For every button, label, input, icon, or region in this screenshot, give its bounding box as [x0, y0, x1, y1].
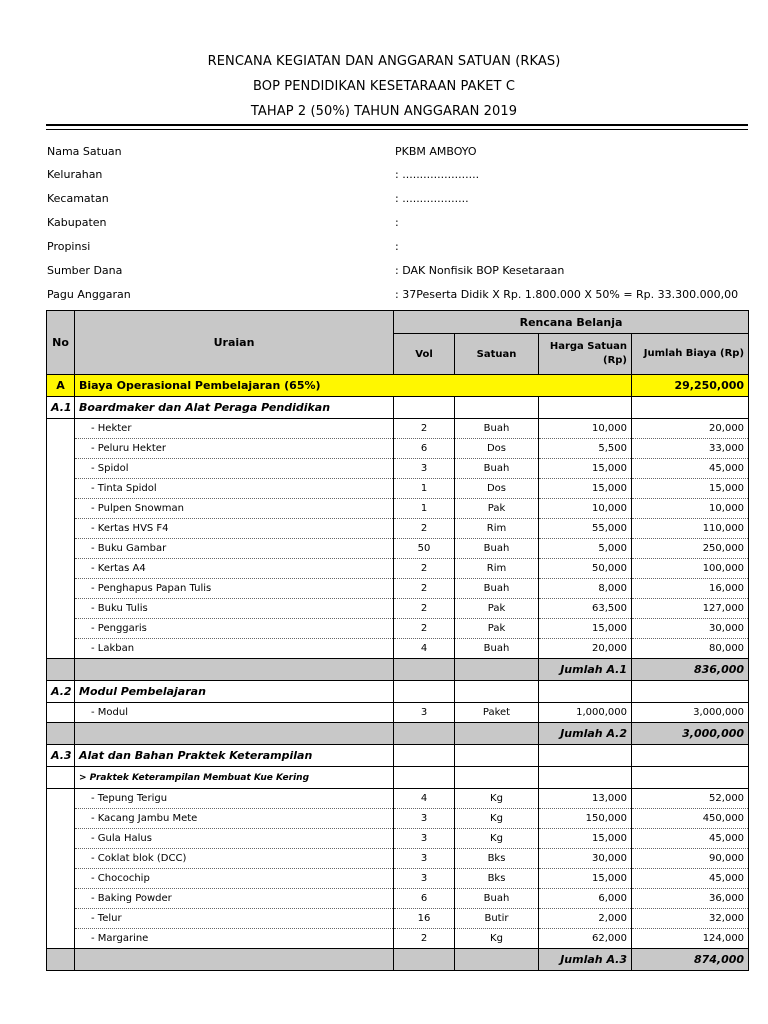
item-satuan: Buah: [455, 419, 539, 439]
table-row: [47, 579, 749, 599]
subgroup-a3-label: > Praktek Keterampilan Membuat Kue Kering: [75, 767, 394, 789]
item-vol: 2: [394, 559, 455, 579]
item-vol: 2: [394, 619, 455, 639]
info-value-kecamatan: : ...................: [395, 192, 469, 205]
item-satuan: Dos: [455, 479, 539, 499]
group-a2-no: A.2: [47, 681, 75, 703]
item-harga: 2,000: [539, 909, 632, 929]
group-a1-row: [47, 397, 749, 419]
info-value-nama-satuan: PKBM AMBOYO: [395, 145, 477, 158]
table-row: [47, 809, 749, 829]
table-row: [47, 703, 749, 723]
item-jumlah: 450,000: [632, 809, 749, 829]
item-jumlah: 110,000: [632, 519, 749, 539]
table-row: [47, 789, 749, 809]
doc-title-line2: BOP PENDIDIKAN KESETARAAN PAKET C: [252, 79, 516, 94]
total-value-a1: 836,000: [632, 659, 749, 681]
group-a2-label: Modul Pembelajaran: [75, 681, 394, 703]
table-row: [47, 889, 749, 909]
item-satuan: Bks: [455, 869, 539, 889]
item-name: - Kacang Jambu Mete: [75, 809, 394, 829]
item-satuan: Kg: [455, 809, 539, 829]
group-a2-row: [47, 681, 749, 703]
item-satuan: Butir: [455, 909, 539, 929]
total-row-a3: [47, 949, 749, 971]
item-vol: 3: [394, 459, 455, 479]
item-jumlah: 90,000: [632, 849, 749, 869]
item-name: - Buku Gambar: [75, 539, 394, 559]
item-name: - Kertas A4: [75, 559, 394, 579]
item-jumlah: 30,000: [632, 619, 749, 639]
item-harga: 15,000: [539, 459, 632, 479]
item-satuan: Dos: [455, 439, 539, 459]
item-harga: 15,000: [539, 829, 632, 849]
item-harga: 15,000: [539, 479, 632, 499]
group-a1-label: Boardmaker dan Alat Peraga Pendidikan: [75, 397, 394, 419]
table-row: [47, 909, 749, 929]
item-name: - Kertas HVS F4: [75, 519, 394, 539]
col-header-rencana-belanja: Rencana Belanja: [394, 311, 749, 334]
item-harga: 63,500: [539, 599, 632, 619]
section-a-label: Biaya Operasional Pembelajaran (65%): [75, 375, 632, 397]
item-satuan: Pak: [455, 619, 539, 639]
total-value-a2: 3,000,000: [632, 723, 749, 745]
group-a3-label: Alat dan Bahan Praktek Keterampilan: [75, 745, 394, 767]
item-jumlah: 250,000: [632, 539, 749, 559]
item-harga: 62,000: [539, 929, 632, 949]
table-row: [47, 849, 749, 869]
item-jumlah: 45,000: [632, 459, 749, 479]
table-row: [47, 639, 749, 659]
item-vol: 2: [394, 579, 455, 599]
item-harga: 150,000: [539, 809, 632, 829]
item-vol: 1: [394, 499, 455, 519]
item-satuan: Bks: [455, 849, 539, 869]
item-name: - Tepung Terigu: [75, 789, 394, 809]
item-satuan: Buah: [455, 459, 539, 479]
item-jumlah: 124,000: [632, 929, 749, 949]
col-header-satuan: Satuan: [455, 334, 539, 375]
item-harga: 6,000: [539, 889, 632, 909]
rkas-table: [46, 310, 749, 971]
item-vol: 3: [394, 809, 455, 829]
table-row: [47, 559, 749, 579]
item-name: - Pulpen Snowman: [75, 499, 394, 519]
item-name: - Spidol: [75, 459, 394, 479]
item-vol: 2: [394, 929, 455, 949]
col-header-vol: Vol: [394, 334, 455, 375]
item-harga: 15,000: [539, 619, 632, 639]
table-row: [47, 459, 749, 479]
item-name: - Gula Halus: [75, 829, 394, 849]
item-name: - Lakban: [75, 639, 394, 659]
group-a3-no: A.3: [47, 745, 75, 767]
info-label-propinsi: Propinsi: [47, 240, 91, 253]
item-jumlah: 15,000: [632, 479, 749, 499]
total-row-a2: [47, 723, 749, 745]
item-satuan: Kg: [455, 929, 539, 949]
info-value-sumber-dana: : DAK Nonfisik BOP Kesetaraan: [395, 264, 565, 277]
item-harga: 1,000,000: [539, 703, 632, 723]
item-harga: 10,000: [539, 419, 632, 439]
info-label-kelurahan: Kelurahan: [47, 168, 103, 181]
title-divider-thick: [46, 124, 748, 126]
section-a-no: A: [47, 375, 75, 397]
item-name: - Margarine: [75, 929, 394, 949]
total-value-a3: 874,000: [632, 949, 749, 971]
item-name: - Tinta Spidol: [75, 479, 394, 499]
info-label-nama-satuan: Nama Satuan: [47, 145, 122, 158]
item-name: - Hekter: [75, 419, 394, 439]
item-vol: 2: [394, 419, 455, 439]
item-jumlah: 45,000: [632, 829, 749, 849]
item-harga: 10,000: [539, 499, 632, 519]
subgroup-a3-row: [47, 767, 749, 789]
total-label-a2: Jumlah A.2: [539, 723, 632, 745]
info-value-kabupaten: :: [395, 216, 399, 229]
group-a1-no: A.1: [47, 397, 75, 419]
item-satuan: Buah: [455, 889, 539, 909]
item-name: - Coklat blok (DCC): [75, 849, 394, 869]
table-row: [47, 519, 749, 539]
info-value-propinsi: :: [395, 240, 399, 253]
item-jumlah: 100,000: [632, 559, 749, 579]
col-header-jumlah: Jumlah Biaya (Rp): [632, 334, 749, 375]
item-jumlah: 36,000: [632, 889, 749, 909]
table-row: [47, 599, 749, 619]
item-vol: 16: [394, 909, 455, 929]
item-satuan: Rim: [455, 519, 539, 539]
table-row: [47, 479, 749, 499]
total-label-a3: Jumlah A.3: [539, 949, 632, 971]
table-row: [47, 499, 749, 519]
title-divider-thin: [46, 129, 748, 130]
item-name: - Telur: [75, 909, 394, 929]
item-satuan: Kg: [455, 789, 539, 809]
item-jumlah: 3,000,000: [632, 703, 749, 723]
item-vol: 3: [394, 829, 455, 849]
item-satuan: Kg: [455, 829, 539, 849]
item-harga: 20,000: [539, 639, 632, 659]
item-jumlah: 127,000: [632, 599, 749, 619]
item-vol: 3: [394, 703, 455, 723]
info-label-pagu-anggaran: Pagu Anggaran: [47, 288, 131, 301]
table-row: [47, 619, 749, 639]
table-row: [47, 869, 749, 889]
item-vol: 1: [394, 479, 455, 499]
item-name: - Baking Powder: [75, 889, 394, 909]
item-name: - Peluru Hekter: [75, 439, 394, 459]
item-vol: 6: [394, 889, 455, 909]
item-jumlah: 32,000: [632, 909, 749, 929]
item-jumlah: 45,000: [632, 869, 749, 889]
section-a-row: [47, 375, 749, 397]
info-value-pagu-anggaran: : 37Peserta Didik X Rp. 1.800.000 X 50% = Rp. 33.300.000,00: [395, 288, 739, 301]
item-harga: 5,500: [539, 439, 632, 459]
table-row: [47, 829, 749, 849]
item-vol: 6: [394, 439, 455, 459]
item-jumlah: 52,000: [632, 789, 749, 809]
info-label-kecamatan: Kecamatan: [47, 192, 109, 205]
item-harga: 55,000: [539, 519, 632, 539]
group-a3-row: [47, 745, 749, 767]
item-harga: 50,000: [539, 559, 632, 579]
item-vol: 4: [394, 639, 455, 659]
info-label-kabupaten: Kabupaten: [47, 216, 107, 229]
total-row-a1: [47, 659, 749, 681]
item-name: - Buku Tulis: [75, 599, 394, 619]
item-satuan: Paket: [455, 703, 539, 723]
item-satuan: Buah: [455, 639, 539, 659]
info-value-kelurahan: : ......................: [395, 168, 480, 181]
item-satuan: Buah: [455, 579, 539, 599]
item-satuan: Pak: [455, 599, 539, 619]
item-name: - Modul: [75, 703, 394, 723]
item-vol: 3: [394, 869, 455, 889]
doc-title-line1: RENCANA KEGIATAN DAN ANGGARAN SATUAN (RKAS): [207, 54, 561, 69]
item-vol: 50: [394, 539, 455, 559]
table-row: [47, 929, 749, 949]
item-vol: 4: [394, 789, 455, 809]
doc-title-line3: TAHAP 2 (50%) TAHUN ANGGARAN 2019: [250, 104, 518, 119]
col-header-no: No: [47, 311, 75, 375]
item-jumlah: 33,000: [632, 439, 749, 459]
item-harga: 15,000: [539, 869, 632, 889]
table-row: [47, 439, 749, 459]
section-a-total: 29,250,000: [632, 375, 749, 397]
col-header-harga: Harga Satuan (Rp): [539, 334, 632, 375]
total-label-a1: Jumlah A.1: [539, 659, 632, 681]
item-satuan: Rim: [455, 559, 539, 579]
col-header-uraian: Uraian: [75, 311, 394, 375]
item-harga: 30,000: [539, 849, 632, 869]
item-vol: 3: [394, 849, 455, 869]
table-row: [47, 539, 749, 559]
item-name: - Chocochip: [75, 869, 394, 889]
item-jumlah: 20,000: [632, 419, 749, 439]
item-harga: 5,000: [539, 539, 632, 559]
item-satuan: Buah: [455, 539, 539, 559]
item-satuan: Pak: [455, 499, 539, 519]
info-label-sumber-dana: Sumber Dana: [47, 264, 123, 277]
item-vol: 2: [394, 519, 455, 539]
item-harga: 8,000: [539, 579, 632, 599]
item-jumlah: 80,000: [632, 639, 749, 659]
table-row: [47, 419, 749, 439]
item-name: - Penghapus Papan Tulis: [75, 579, 394, 599]
item-vol: 2: [394, 599, 455, 619]
item-jumlah: 16,000: [632, 579, 749, 599]
item-name: - Penggaris: [75, 619, 394, 639]
item-jumlah: 10,000: [632, 499, 749, 519]
item-harga: 13,000: [539, 789, 632, 809]
